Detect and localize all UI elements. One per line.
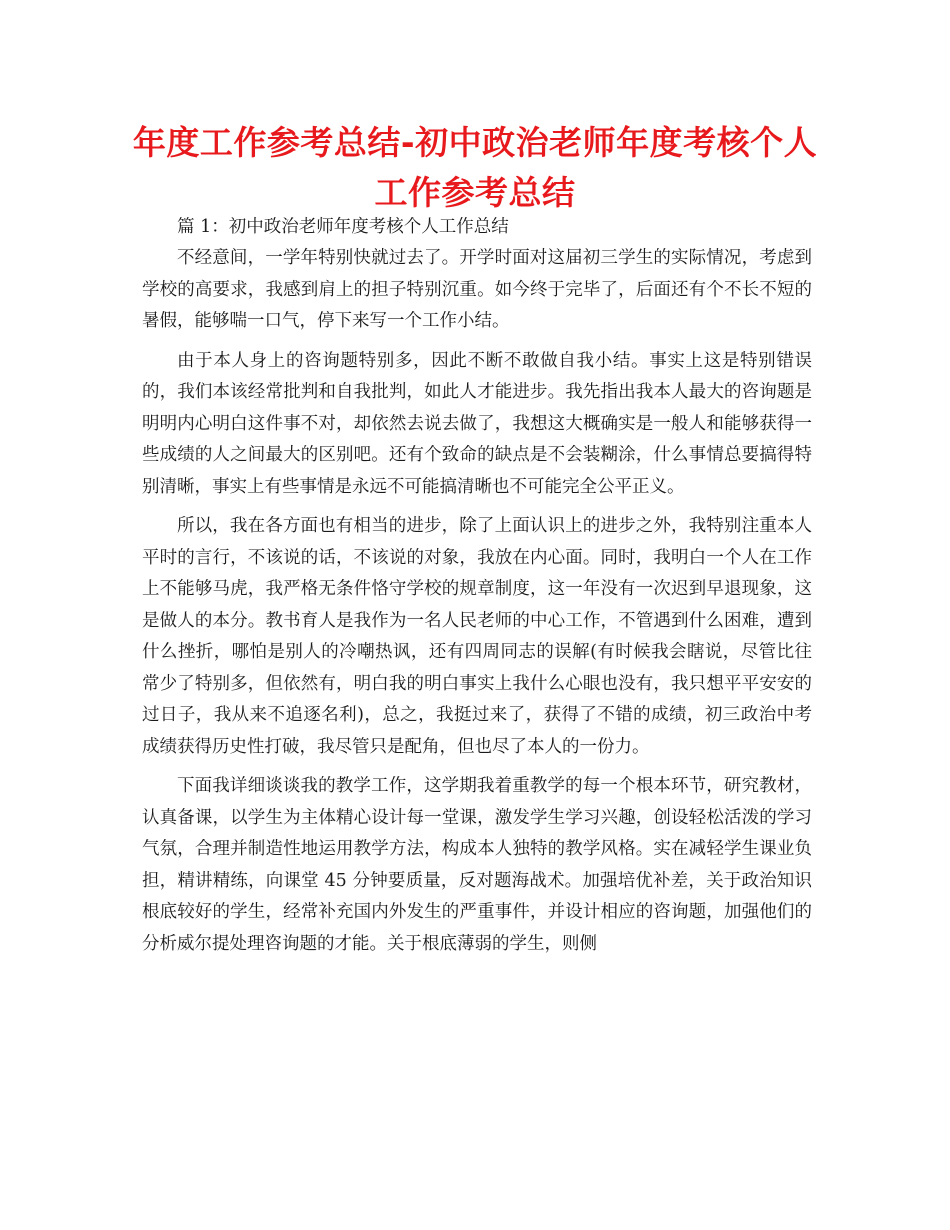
paragraph: 下面我详细谈谈我的教学工作，这学期我着重教学的每一个根本环节，研究教材，认真备课，以学生为主体精心设计每一堂课，激发学生学习兴趣，创设轻松活泼的学习气氛，合理并制造性地运用教学方法，构成本人独特的教学风格。实在减轻学生课业负担，精讲精练，向课堂 45 分钟要质量，反对题海战术。加强培优补差，关于政治知识根底较好的学生，经常补充国内外发生的严重事件，并设计相应的咨询题，加强他们的分析威尔提处理咨询题的才能。关于根底薄弱的学生，则侧 — [142, 776, 812, 954]
paragraph: 由于本人身上的咨询题特别多，因此不断不敢做自我小结。事实上这是特别错误的，我们本该经常批判和自我批判，如此人才能进步。我先指出我本人最大的咨询题是明明内心明白这件事不对，却依然去说去做了，我想这大概确实是一般人和能够获得一些成绩的人之间最大的区别吧。还有个致命的缺点是不会装糊涂，什么事情总要搞得特别清晰，事实上有些事情是永远不可能搞清晰也不可能完全公平正义。 — [142, 350, 812, 497]
document-title: 年度工作参考总结-初中政治老师年度考核个人工作参考总结 — [132, 123, 818, 212]
document-body — [142, 212, 812, 960]
paragraph: 所以，我在各方面也有相当的进步，除了上面认识上的进步之外，我特别注重本人平时的言行，不该说的话，不该说的对象，我放在内心面。同时，我明白一个人在工作上不能够马虎，我严格无条件恪守学校的规章制度，这一年没有一次迟到早退现象，这是做人的本分。教书育人是我作为一名人民老师的中心工作，不管遇到什么困难，遭到什么挫折，哪怕是别人的冷嘲热讽，还有四周同志的误解(有时候我会瞎说，尽管比往常少了特别多，但依然有，明白我的明白事实上我什么心眼也没有，我只想平平安安的过日子，我从来不追逐名利)，总之，我挺过来了，获得了不错的成绩，初三政治中考成绩获得历史性打破，我尽管只是配角，但也尽了本人的一份力。 — [142, 516, 812, 757]
section-subheading: 篇 1：初中政治老师年度考核个人工作总结 — [177, 217, 509, 237]
paragraph: 不经意间，一学年特别快就过去了。开学时面对这届初三学生的实际情况，考虑到学校的高要求，我感到肩上的担子特别沉重。如今终于完毕了，后面还有个不长不短的暑假，能够喘一口气，停下来写一个工作小结。 — [142, 248, 812, 331]
